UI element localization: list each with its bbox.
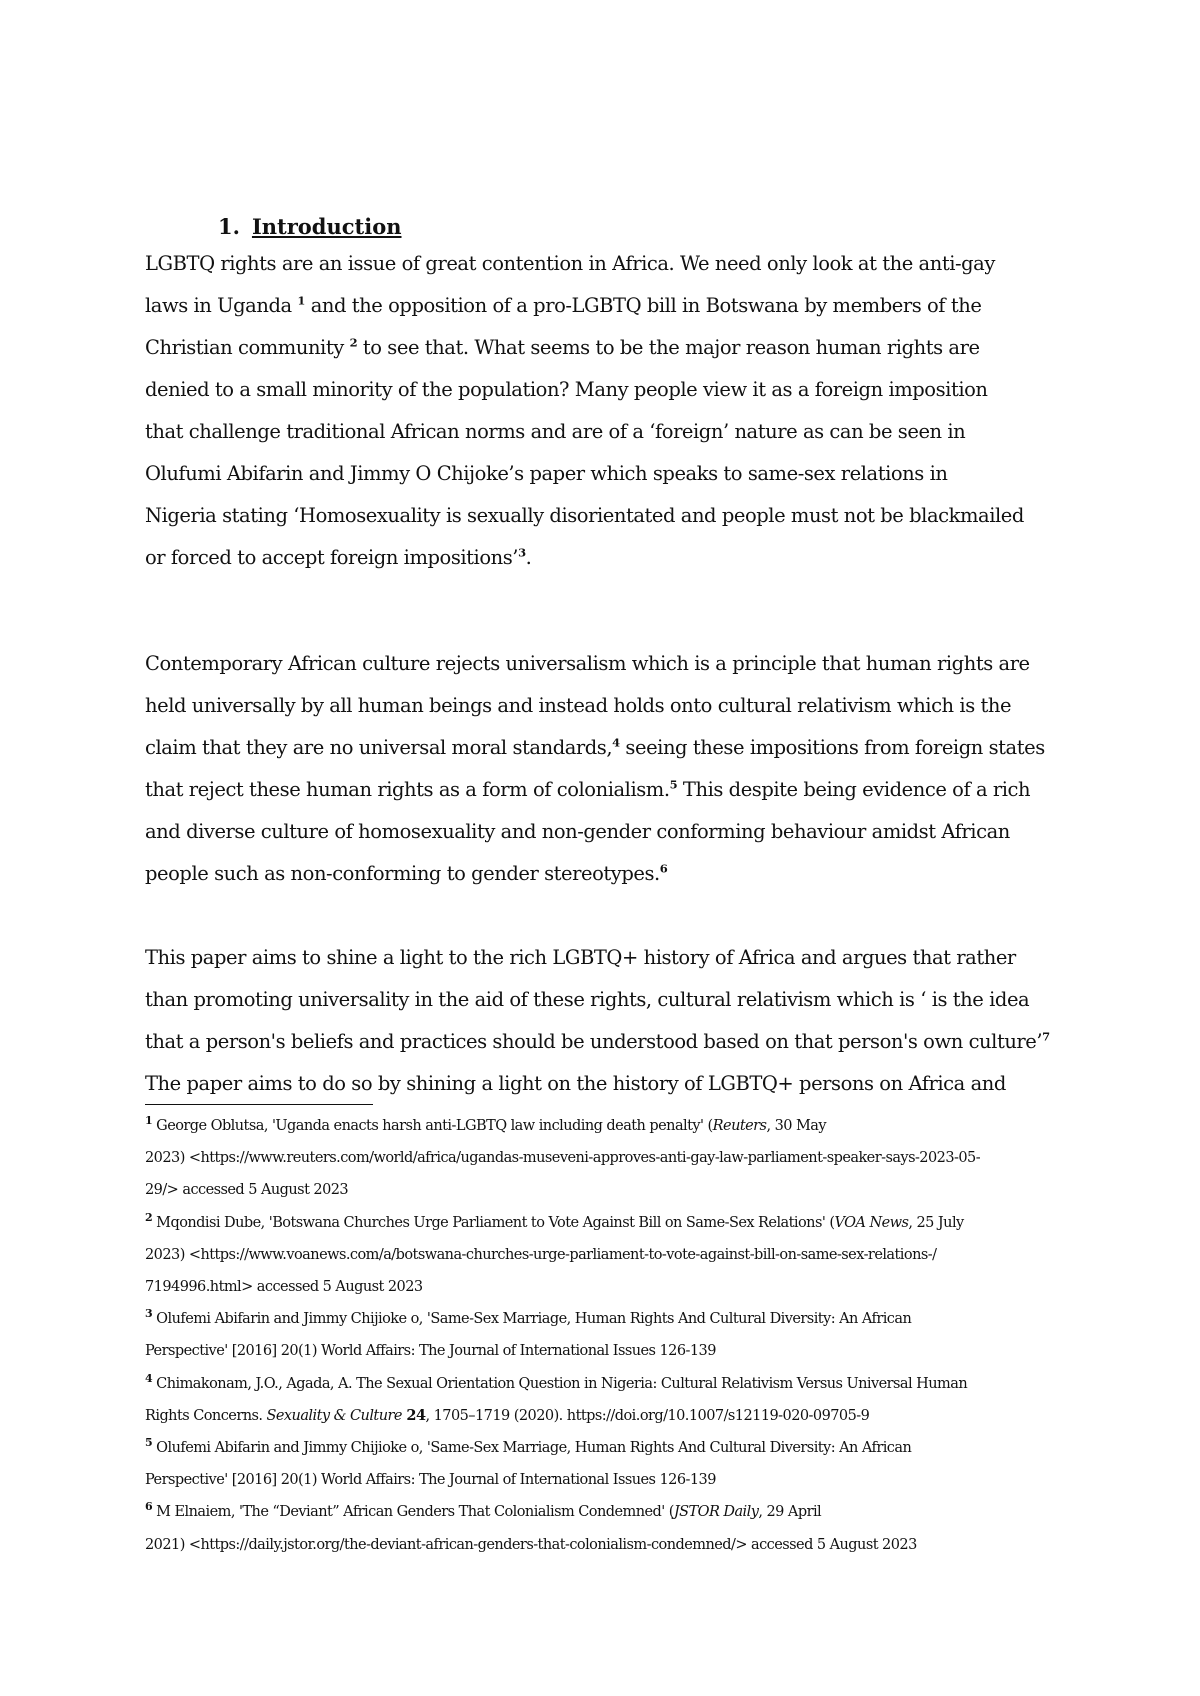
footnotes <box>145 1110 1080 1561</box>
footnote-ref-1[interactable]: 1 <box>297 293 305 308</box>
footnote-4-cont: Rights Concerns. Sexuality & Culture 24, 1705–1719 (2020). https://doi.org/10.1007/s12119-020-09705-9 <box>145 1406 870 1424</box>
section-number: 1. <box>218 214 240 239</box>
footnote-separator <box>145 1104 373 1105</box>
footnote-ref-3[interactable]: 3 <box>518 545 526 560</box>
text-line: Olufumi Abifarin and Jimmy O Chijoke’s paper which speaks to same-sex relations in <box>145 462 948 485</box>
footnote-3-cont: Perspective' [2016] 20(1) World Affairs: The Journal of International Issues 126-139 <box>145 1343 716 1360</box>
section-heading <box>218 212 402 242</box>
footnote-ref-4[interactable]: 4 <box>612 735 620 750</box>
section-title: Introduction <box>251 214 402 239</box>
footnote-1-url[interactable]: 2023) <https://www.reuters.com/world/africa/ugandas-museveni-approves-anti-gay-law-parliament-speaker-says-2023-05- <box>145 1150 981 1167</box>
footnote-ref-6[interactable]: 6 <box>659 861 668 876</box>
text-line: or forced to accept foreign impositions’$^3$. <box>145 545 532 569</box>
text-line: than promoting universality in the aid of these rights, cultural relativism which is ‘ is the idea <box>145 988 1030 1011</box>
text-line: This paper aims to shine a light to the rich LGBTQ+ history of Africa and argues that rather <box>145 946 1016 969</box>
text-line: laws in Uganda $^1$ and the opposition of a pro-LGBTQ bill in Botswana by members of the <box>145 293 982 317</box>
footnote-6-url[interactable]: 2021) <https://daily.jstor.org/the-deviant-african-genders-that-colonialism-condemned/> accessed 5 August 2023 <box>145 1536 917 1553</box>
text-line: The paper aims to do so by shining a light on the history of LGBTQ+ persons on Africa and <box>145 1072 1006 1095</box>
text-line: LGBTQ rights are an issue of great contention in Africa. We need only look at the anti-gay <box>145 252 995 275</box>
footnote-5-cont: Perspective' [2016] 20(1) World Affairs: The Journal of International Issues 126-139 <box>145 1472 716 1489</box>
footnote-1-cont: 29/> accessed 5 August 2023 <box>145 1182 349 1199</box>
paragraph-3 <box>145 937 1080 1105</box>
text-line: denied to a small minority of the population? Many people view it as a foreign imposition <box>145 378 988 401</box>
text-line: and diverse culture of homosexuality and non-gender conforming behaviour amidst African <box>145 820 1010 843</box>
footnote-2: $^2$ Mqondisi Dube, 'Botswana Churches Urge Parliament to Vote Against Bill on Same-Sex Relations' (VOA News, 25 July <box>145 1210 964 1231</box>
footnote-ref-7[interactable]: 7 <box>1042 1029 1050 1044</box>
text-line: that reject these human rights as a form of colonialism.$^5$ This despite being evidence of a rich <box>145 777 1031 801</box>
text-line: held universally by all human beings and instead holds onto cultural relativism which is the <box>145 694 1012 717</box>
text-line: that challenge traditional African norms and are of a ‘foreign’ nature as can be seen in <box>145 420 966 443</box>
text-line: people such as non-conforming to gender stereotypes.$^6$ <box>145 861 668 885</box>
footnote-4-doi[interactable]: , 1705–1719 (2020). https://doi.org/10.1007/s12119-020-09705-9 <box>425 1407 870 1424</box>
text-line: Contemporary African culture rejects universalism which is a principle that human rights are <box>145 652 1030 675</box>
paragraph-1 <box>145 243 1080 579</box>
text-line: that a person's beliefs and practices should be understood based on that person's own culture’$^7$ <box>145 1029 1050 1053</box>
footnote-2-cont: 7194996.html> accessed 5 August 2023 <box>145 1279 423 1296</box>
footnote-3: $^3$ Olufemi Abifarin and Jimmy Chijioke o, 'Same-Sex Marriage, Human Rights And Cultural Diversity: An African <box>145 1307 912 1328</box>
paragraph-2 <box>145 643 1080 895</box>
text-line: Nigeria stating ‘Homosexuality is sexually disorientated and people must not be blackmailed <box>145 504 1024 527</box>
text-line: Christian community $^2$ to see that. What seems to be the major reason human rights are <box>145 335 980 359</box>
footnote-1: $^1$ George Oblutsa, 'Uganda enacts harsh anti-LGBTQ law including death penalty' (Reuters, 30 May <box>145 1114 827 1134</box>
text-line: claim that they are no universal moral standards,$^4$ seeing these impositions from foreign states <box>145 735 1045 759</box>
footnote-2-url[interactable]: 2023) <https://www.voanews.com/a/botswana-churches-urge-parliament-to-vote-against-bill-on-same-sex-relations-/ <box>145 1246 937 1263</box>
footnote-ref-5[interactable]: 5 <box>669 777 678 792</box>
footnote-6: $^6$ M Elnaiem, 'The “Deviant” African Genders That Colonialism Condemned' (JSTOR Daily, 29 April <box>145 1500 822 1521</box>
footnote-ref-2[interactable]: 2 <box>349 335 358 350</box>
footnote-4: $^4$ Chimakonam, J.O., Agada, A. The Sexual Orientation Question in Nigeria: Cultural Relativism Versus Universal Human <box>145 1371 968 1392</box>
footnote-5: $^5$ Olufemi Abifarin and Jimmy Chijioke o, 'Same-Sex Marriage, Human Rights And Cultural Diversity: An African <box>145 1436 912 1457</box>
